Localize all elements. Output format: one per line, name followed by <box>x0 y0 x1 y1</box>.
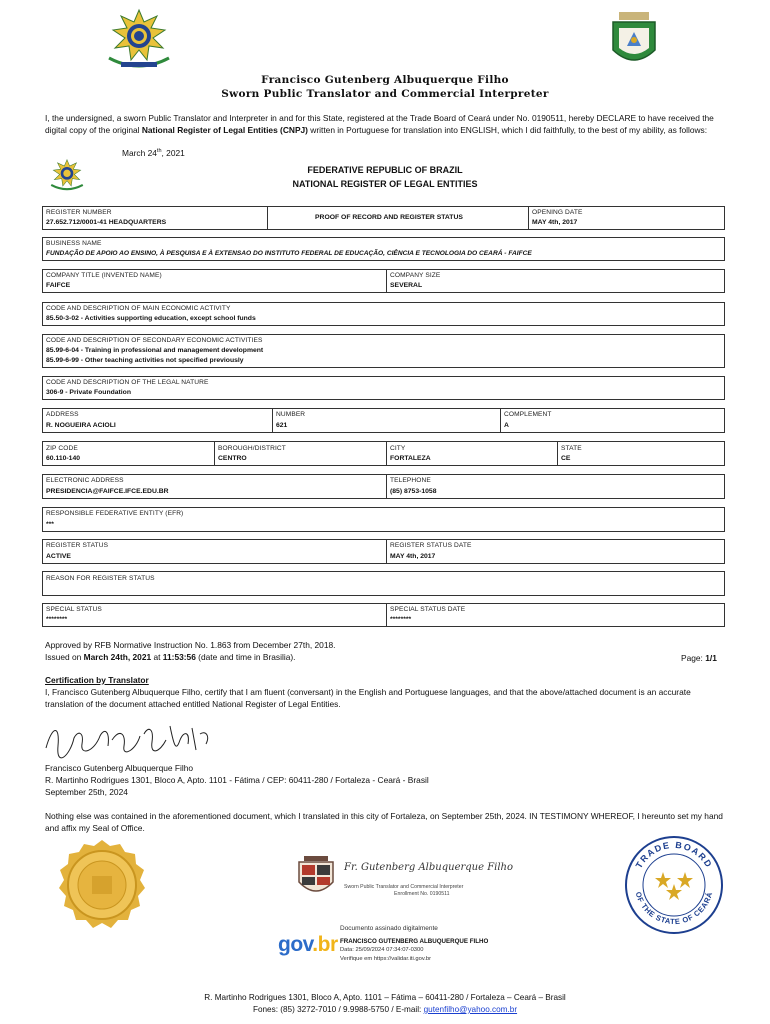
number-value: 621 <box>276 422 288 429</box>
legal-nature-label: CODE AND DESCRIPTION OF THE LEGAL NATURE <box>46 379 209 386</box>
main-activity-value: 85.50-3-02 - Activities supporting education, except school funds <box>46 315 256 322</box>
page-value: 1/1 <box>705 653 717 663</box>
govbr-gov: gov <box>278 933 313 956</box>
signed-name-script: Fr. Gutenberg Albuquerque Filho <box>344 862 513 873</box>
footer-contact <box>0 1005 770 1014</box>
secondary-activity-1: 85.99-6-04 - Training in professional and management development <box>46 347 264 354</box>
translator-name: Francisco Gutenberg Albuquerque Filho <box>261 74 509 86</box>
digital-verify-text: Verifique em https://validar.iti.gov.br <box>340 956 432 962</box>
page-number <box>681 652 717 664</box>
complement-value: A <box>504 422 509 429</box>
business-name-label: BUSINESS NAME <box>46 240 102 247</box>
city-value: FORTALEZA <box>390 455 431 462</box>
borough-value: CENTRO <box>218 455 247 462</box>
register-status-date-value: MAY 4th, 2017 <box>390 553 436 560</box>
opening-date-value: MAY 4th, 2017 <box>532 219 578 226</box>
approval-issued-mid: at <box>151 652 163 662</box>
secondary-activity-row <box>42 334 725 368</box>
business-name-row <box>42 237 725 261</box>
address-row <box>42 408 725 433</box>
borough-label: BOROUGH/DISTRICT <box>218 445 286 452</box>
special-status-row <box>42 603 725 627</box>
main-activity-row <box>42 302 725 326</box>
approval-issued-prefix: Issued on <box>45 652 84 662</box>
telephone-value: (85) 8753-1058 <box>390 488 437 495</box>
special-status-date-label: SPECIAL STATUS DATE <box>390 606 466 613</box>
address-value: R. NOGUEIRA ACIOLI <box>46 422 116 429</box>
approval-line2 <box>45 651 295 663</box>
register-number-value: 27.652.712/0001-41 HEADQUARTERS <box>46 219 167 226</box>
gold-notary-seal <box>52 838 152 934</box>
seal-text-top: TRADE BOARD <box>633 839 715 870</box>
legal-nature-value: 306-9 - Private Foundation <box>46 389 131 396</box>
register-status-value: ACTIVE <box>46 553 71 560</box>
intro-paragraph <box>45 112 730 136</box>
signer-date: September 25th, 2024 <box>45 787 128 797</box>
register-status-date-label: REGISTER STATUS DATE <box>390 542 472 549</box>
main-activity-label: CODE AND DESCRIPTION OF MAIN ECONOMIC ACTIVITY <box>46 305 231 312</box>
digital-signed-label: Documento assinado digitalmente <box>340 925 438 932</box>
intro-date-suffix: , 2021 <box>161 148 185 158</box>
trade-board-seal <box>623 834 725 936</box>
email-value: PRESIDENCIA@FAIFCE.IFCE.EDU.BR <box>46 488 169 495</box>
signature-subtitle-2: Enrollment No. 0190511 <box>394 891 450 897</box>
footer-address: R. Martinho Rodrigues 1301, Bloco A, Apto. 1101 – Fátima – 60411-280 / Fortaleza – Ceará – Brasil <box>204 993 566 1002</box>
special-status-date-value: ******** <box>390 616 412 623</box>
svg-text:OF THE STATE OF CEARÁ <box>634 891 715 926</box>
translator-signature <box>40 716 220 762</box>
efr-label: RESPONSIBLE FEDERATIVE ENTITY (EFR) <box>46 510 184 517</box>
complement-label: COMPLEMENT <box>504 411 552 418</box>
translator-shield-logo <box>296 856 336 900</box>
footer-email-link[interactable]: gutenfilho@yahoo.com.br <box>423 1005 518 1014</box>
state-value: CE <box>561 455 571 462</box>
company-title-value: FAIFCE <box>46 282 71 289</box>
business-name-value: FUNDAÇÃO DE APOIO AO ENSINO, À PESQUISA E À EXTENSAO DO INSTITUTO FEDERAL DE EDUCAÇÃO, CIÊNCIA E TECNOLOGIA DO CEARÁ - FAIFCE <box>46 250 532 257</box>
approval-issued-time: 11:53:56 <box>162 652 196 662</box>
intro-text-bold: National Register of Legal Entities (CNPJ) <box>141 125 308 135</box>
signature-subtitle-1: Sworn Public Translator and Commercial Interpreter <box>344 884 464 890</box>
location-row <box>42 441 725 466</box>
special-status-value: ******** <box>46 616 68 623</box>
intro-date-sup: th <box>156 148 162 155</box>
seal-text-bottom: OF THE STATE OF CEARÁ <box>633 890 715 927</box>
ceara-coat-of-arms-logo <box>603 10 665 72</box>
opening-date-label: OPENING DATE <box>532 209 583 216</box>
svg-text:TRADE BOARD <box>634 840 715 870</box>
signer-address: R. Martinho Rodrigues 1301, Bloco A, Apto. 1101 - Fátima / CEP: 60411-280 / Fortaleza - Ceará - Brasil <box>45 775 429 785</box>
doc-title-republic: FEDERATIVE REPUBLIC OF BRAZIL <box>307 165 463 175</box>
number-label: NUMBER <box>276 411 306 418</box>
translator-title: Sworn Public Translator and Commercial Interpreter <box>221 88 549 100</box>
efr-row <box>42 507 725 532</box>
state-label: STATE <box>561 445 582 452</box>
company-size-label: COMPANY SIZE <box>390 272 441 279</box>
reason-label: REASON FOR REGISTER STATUS <box>46 575 155 582</box>
zip-value: 60.110-140 <box>46 455 81 462</box>
certification-closing: Nothing else was contained in the aforementioned document, which I translated in this city of Fortaleza, on September 25th, 2024. IN TESTIMONY WHEREOF, I hereunto set my hand and affix my Seal of Office. <box>45 811 723 833</box>
approval-issued-suffix: (date and time in Brasilia). <box>195 652 296 662</box>
secondary-activity-label: CODE AND DESCRIPTION OF SECONDARY ECONOMIC ACTIVITIES <box>46 337 263 344</box>
register-status-row <box>42 539 725 564</box>
reason-row <box>42 571 725 596</box>
intro-text-part1: I, the undersigned, a sworn Public Translator and Interpreter in and for this State, registered at the Trade Board of Ceará under No. 0190511, hereby DECLARE to have received the digital copy of the original <box>45 113 714 135</box>
company-title-row <box>42 269 725 293</box>
email-label: ELECTRONIC ADDRESS <box>46 477 124 484</box>
approval-line1: Approved by RFB Normative Instruction No. 1.863 from December 27th, 2018. <box>45 640 336 650</box>
signer-name: Francisco Gutenberg Albuquerque Filho <box>45 763 194 773</box>
register-number-label: REGISTER NUMBER <box>46 209 112 216</box>
city-label: CITY <box>390 445 406 452</box>
secondary-activity-2: 85.99-6-99 - Other teaching activities not specified previously <box>46 357 244 364</box>
legal-nature-row <box>42 376 725 400</box>
intro-date-prefix: March 24 <box>122 148 157 158</box>
govbr-logo <box>278 933 338 957</box>
approval-issued-date: March 24th, 2021 <box>83 652 152 662</box>
zip-label: ZIP CODE <box>46 445 78 452</box>
telephone-label: TELEPHONE <box>390 477 431 484</box>
register-status-label: REGISTER STATUS <box>46 542 109 549</box>
contact-row <box>42 474 725 499</box>
govbr-br: .br <box>312 933 338 956</box>
certification-heading: Certification by Translator <box>45 675 149 685</box>
register-number-row <box>42 206 725 230</box>
company-title-label: COMPANY TITLE (INVENTED NAME) <box>46 272 162 279</box>
certification-text: I, Francisco Gutenberg Albuquerque Filho, certify that I am fluent (conversant) in the English and Portuguese languages, and that the above/attached document is an accurate translation of the document attached entitled National Register of Legal Entities. <box>45 687 691 709</box>
page-prefix: Page: <box>681 653 706 663</box>
special-status-label: SPECIAL STATUS <box>46 606 102 613</box>
efr-value: *** <box>46 521 54 528</box>
digital-signature-date: Data: 25/09/2024 07:34:07-0300 <box>340 947 424 953</box>
brazil-coat-of-arms-logo <box>101 8 177 74</box>
intro-date <box>122 148 185 158</box>
doc-title-register: NATIONAL REGISTER OF LEGAL ENTITIES <box>292 179 478 189</box>
address-label: ADDRESS <box>46 411 79 418</box>
proof-label: PROOF OF RECORD AND REGISTER STATUS <box>315 214 463 221</box>
company-size-value: SEVERAL <box>390 282 423 289</box>
intro-text-part2: written in Portuguese for translation into ENGLISH, which I did faithfully, to the best of my ability, as follows: <box>307 125 708 135</box>
footer-phones: Fones: (85) 3272-7010 / 9.9988-5750 / E-mail: <box>252 1005 424 1014</box>
digital-signer-name: FRANCISCO GUTENBERG ALBUQUERQUE FILHO <box>340 938 489 945</box>
trade-board-seal-text <box>623 834 725 936</box>
